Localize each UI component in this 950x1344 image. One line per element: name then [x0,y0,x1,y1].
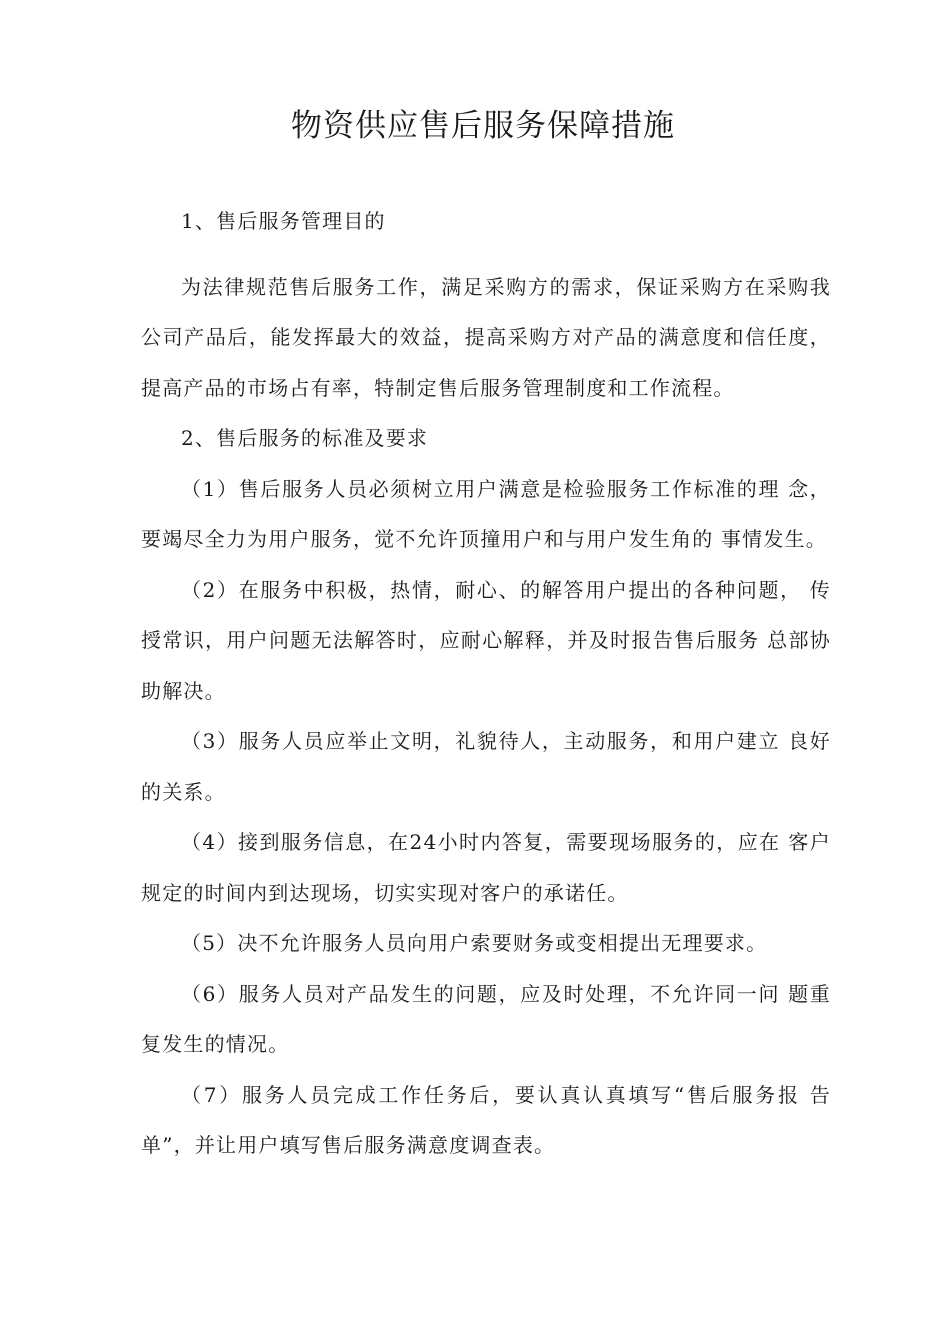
section-heading-1: 1、售后服务管理目的 [181,209,386,233]
list-item-7: （7）服务人员完成工作任务后，要认真认真填写“售后服务报 告单”，并让用户填写售后服务满意度调查表。 [141,1082,831,1157]
list-item-3: （3）服务人员应举止文明，礼貌待人，主动服务，和用户建立 良好的关系。 [141,729,831,804]
list-item-4: （4）接到服务信息，在24小时内答复，需要现场服务的，应在 客户规定的时间内到达现场，切实实现对客户的承诺任。 [141,830,831,905]
section-heading-2: 2、售后服务的标准及要求 [181,426,429,450]
list-item-6: （6）服务人员对产品发生的问题，应及时处理，不允许同一问 题重复发生的情况。 [141,981,831,1056]
body-paragraph: 为法律规范售后服务工作，满足采购方的需求，保证采购方在采购我公司产品后，能发挥最大的效益，提高采购方对产品的满意度和信任度，提高产品的市场占有率，特制定售后服务管理制度和工作流程。 [141,274,831,400]
list-item-5: （5）决不允许服务人员向用户索要财务或变相提出无理要求。 [181,931,768,955]
list-item-1: （1）售后服务人员必须树立用户满意是检验服务工作标准的理 念，要竭尽全力为用户服务，觉不允许顶撞用户和与用户发生角的 事情发生。 [141,476,831,551]
document-body [141,196,831,1171]
list-item-2: （2）在服务中积极，热情，耐心、的解答用户提出的各种问题， 传授常识，用户问题无法解答时，应耐心解释，并及时报告售后服务 总部协助解决。 [141,577,831,703]
document-title: 物资供应售后服务保障措施 [291,108,675,144]
